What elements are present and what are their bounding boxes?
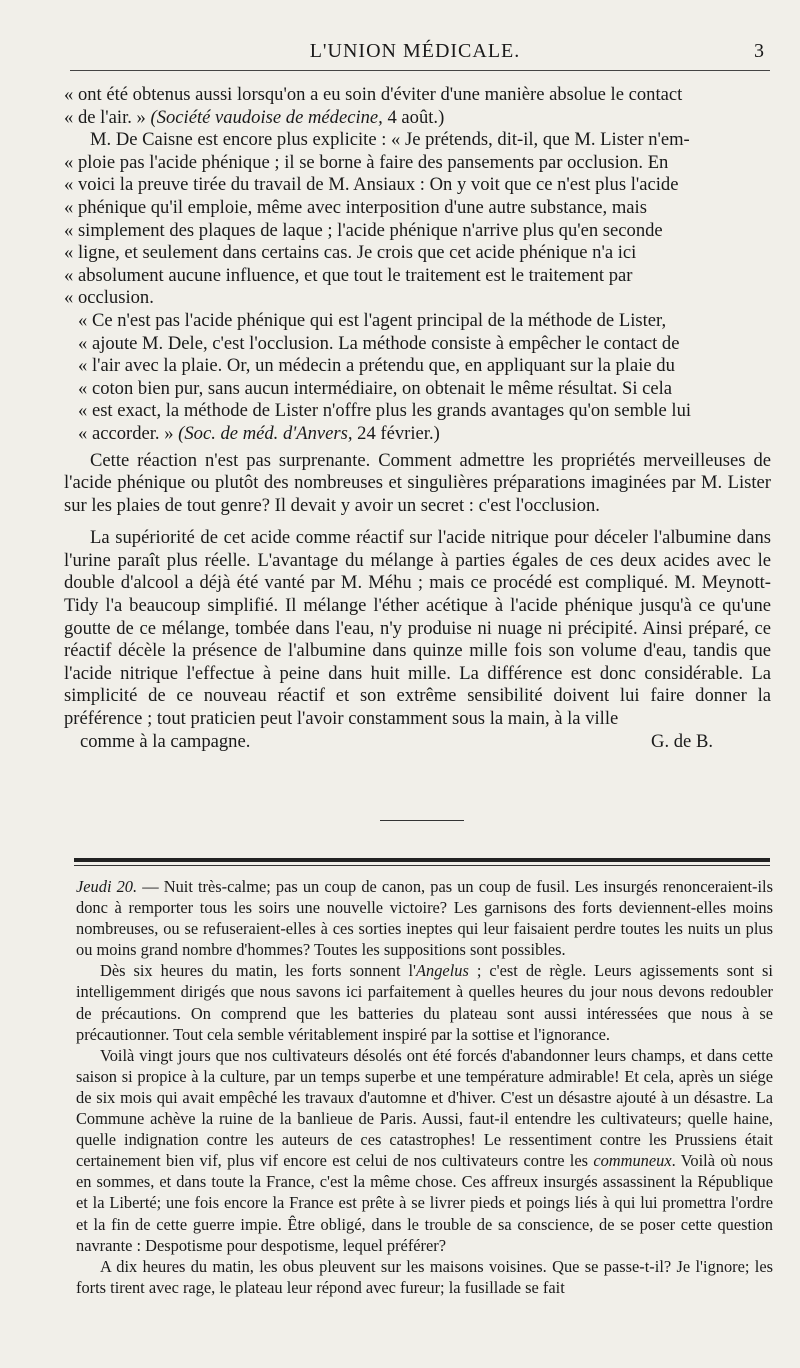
article-body [64,84,771,753]
quote-line: « simplement des plaques de laque ; l'acide phénique n'arrive plus qu'en seconde [64,219,663,241]
quote-line: « occlusion. [64,287,154,309]
quote-line: « Ce n'est pas l'acide phénique qui est l'agent principal de la méthode de Lister, [78,309,667,331]
page-number: 3 [754,40,764,62]
section-divider [380,820,464,821]
quote-line: « de l'air. » (Société vaudoise de médecine, 4 août.) [64,106,445,128]
feuilleton-rule-thick [74,858,770,862]
paragraph-de-caisne: M. De Caisne est encore plus explicite : « Je prétends, dit-il, que M. Lister n'em- [90,129,690,151]
quote-de-caisne [64,152,771,310]
feuilleton-rule-thin [74,865,770,866]
quote-line: « accorder. » (Soc. de méd. d'Anvers, 24 février.) [78,422,440,444]
quote-line: « voici la preuve tirée du travail de M. Ansiaux : On y voit que ce n'est plus l'acide [64,174,679,196]
signature-line [64,731,771,754]
paragraph-obus: A dix heures du matin, les obus pleuvent sur les maisons voisines. Que se passe-t-il? Je l'ignore; les forts tirent avec rage, le plateau leur répond avec fureur; la fusillade se fait [76,1256,773,1297]
author-signature: G. de B. [651,730,713,752]
closing-text: comme à la campagne. [80,730,251,752]
paragraph-jeudi: Jeudi 20. — Nuit très-calme; pas un coup de canon, pas un coup de fusil. Les insurgés renonceraient-ils donc à remporter tous les soirs une nouvelle victoire? Les garnisons des forts deviennent-elles moins nombreuses, ou se refuseraient-elles à ces sorties ineptes qui leur faisaient perdre toutes les nuits un plus ou moins grand nombre d'hommes? Toutes les suppositions sont possibles. [76,877,773,960]
quote-dele [64,310,771,446]
source-citation: (Soc. de méd. d'Anvers, [178,422,353,444]
feuilleton-body [76,876,773,1298]
quote-line: « ploie pas l'acide phénique ; il se borne à faire des pansements par occlusion. En [64,151,669,173]
paragraph-angelus: Dès six heures du matin, les forts sonnent l'Angelus ; c'est de règle. Leurs agissements sont si intelligemment dirigés que nous savons ici parfaitement à quelles heures du jour nous devons redoubler de précautions. On comprend que les batteries du plateau sont aussi intéressées que nous à se précautionner. Tout cela semble véritablement inspiré par la sottise et l'ignorance. [76,961,773,1044]
paragraph-reaction: Cette réaction n'est pas surprenante. Comment admettre les propriétés merveilleuses de l'acide phénique ou plutôt des nombreuses et singulières préparations imaginées par M. Lister sur les plaies de tout genre? Il devait y avoir un secret : c'est l'occlusion. [64,449,771,516]
quote-line: « coton bien pur, sans aucun intermédiaire, on obtenait le même résultat. Si cela [78,377,673,399]
quote-line: « ligne, et seulement dans certains cas. Je crois que cet acide phénique n'a ici [64,242,637,264]
quote-line: « phénique qu'il emploie, même avec interposition d'une autre substance, mais [64,196,647,218]
paragraph-superiorite: La supériorité de cet acide comme réactif sur l'acide nitrique pour déceler l'albumine dans l'urine paraît plus réelle. L'avantage du mélange à parties égales de ces deux acides avec le double d'alcool a déjà été vanté par M. Méhu ; mais ce procédé est compliqué. M. Meynott-Tidy l'a beaucoup simplifié. Il mélange l'éther acétique à l'acide phénique jusqu'à ce qu'une goutte de ce mélange, tombée dans l'eau, n'y produise ni nuage ni précipité. Ainsi préparé, ce réactif décèle la présence de l'albumine dans quinze mille fois son volume d'eau, tandis que l'acide nitrique l'effectue à peine dans huit mille. La différence est donc considérable. La simplicité de ce nouveau réactif et son extrême sensibilité doivent lui faire donner la préférence ; tout praticien peut l'avoir constamment sous la main, à la ville [64,527,771,730]
quote-line: « absolument aucune influence, et que tout le traitement est le traitement par [64,264,633,286]
header-rule [70,70,770,71]
quote-line: « ajoute M. Dele, c'est l'occlusion. La méthode consiste à empêcher le contact de [78,332,680,354]
journal-title: L'UNION MÉDICALE. [309,40,521,62]
quote-vaudoise [64,84,771,129]
source-citation: (Société vaudoise de médecine, [150,106,383,128]
page-header [60,36,770,66]
quote-line: « l'air avec la plaie. Or, un médecin a prétendu que, en appliquant sur la plaie du [78,355,675,377]
quote-line: « ont été obtenus aussi lorsqu'on a eu soin d'éviter d'une manière absolue le contact [64,84,683,105]
quote-line: « est exact, la méthode de Lister n'offre plus les grands avantages qu'on semble lui [78,400,692,422]
day-label: Jeudi 20. [76,877,138,896]
paragraph-cultivateurs: Voilà vingt jours que nos cultivateurs désolés ont été forcés d'abandonner leurs champs, et dans cette saison si propice à la culture, par un temps superbe et une température admirable! Et cela, après un siége de six mois qui avait empêché les travaux d'automne et d'hiver. C'est un désastre ajouté à un désastre. La Commune achève la ruine de la banlieue de Paris. Aussi, faut-il entendre les cultivateurs; quelle haine, quelle indignation contre les auteurs de ces catastrophes! Le ressentiment contre les Prussiens était certainement bien vif, plus vif encore est celui de nos cultivateurs contre les communeux. Voilà où nous en sommes, et dans toute la France, c'est la même chose. Ces affreux insurgés assassinent la République et la Liberté; une fois encore la France est prête à se livrer pieds et poings liés à qui lui promettra l'ordre et la fin de cette guerre impie. Être obligé, dans le trouble de sa conscience, de se poser cette question navrante : Despotisme pour despotisme, lequel préférer? [76,1045,773,1255]
